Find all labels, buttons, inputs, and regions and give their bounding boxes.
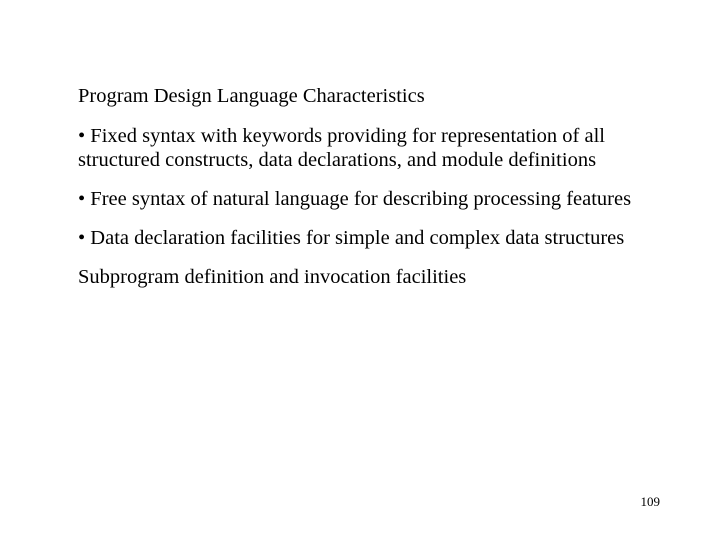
slide-content <box>78 84 638 304</box>
page-number: 109 <box>640 494 660 509</box>
slide-title: Program Design Language Characteristics <box>78 85 425 107</box>
bullet-data-declaration: • Data declaration facilities for simple and complex data structures <box>78 227 625 249</box>
bullet-free-syntax: • Free syntax of natural language for describing processing features <box>78 188 632 210</box>
subprogram-definition-text: Subprogram definition and invocation facilities <box>78 266 467 288</box>
bullet-fixed-syntax: • Fixed syntax with keywords providing for representation of all structured constructs, data declarations, and module definitions <box>78 125 605 171</box>
